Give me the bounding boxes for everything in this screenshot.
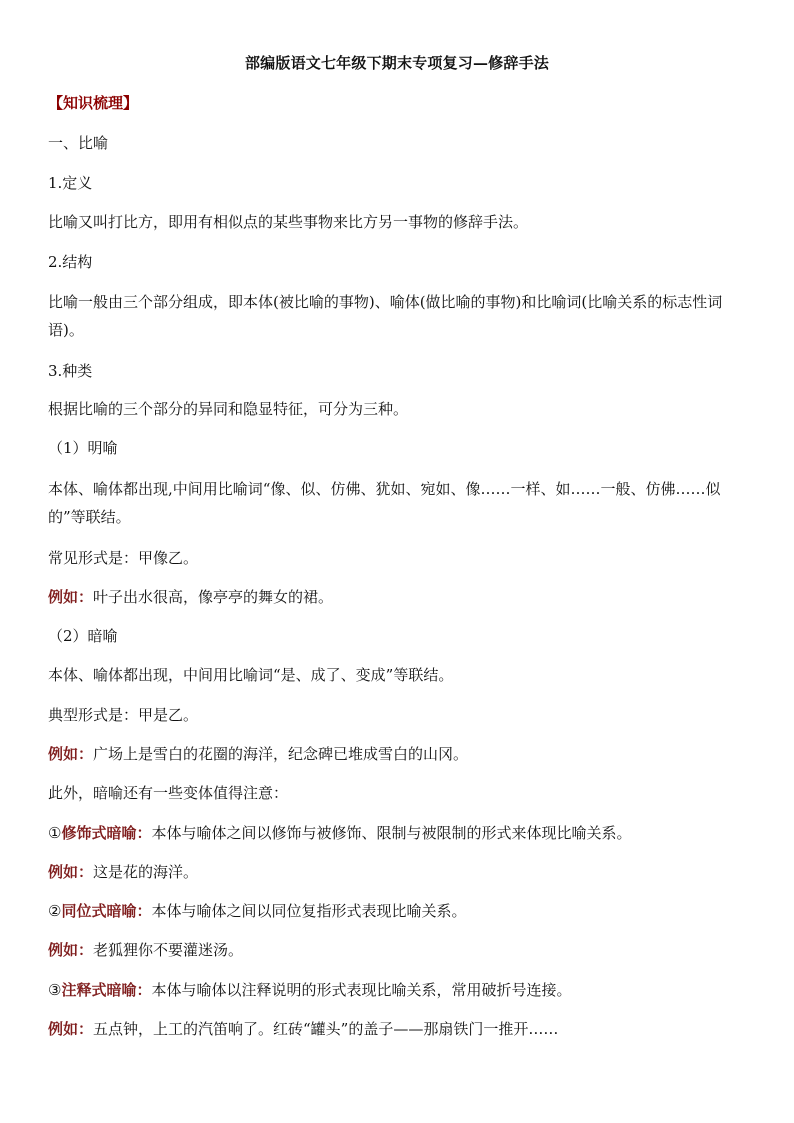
simile-form: 常见形式是：甲像乙。 (48, 549, 199, 567)
variant-number: ③ (48, 981, 62, 999)
variant-number: ② (48, 902, 62, 920)
example-text: 叶子出水很高，像亭亭的舞女的裙。 (93, 588, 334, 606)
subheading-structure: 2.结构 (48, 253, 93, 271)
variant-annotation (48, 979, 754, 1001)
variant-label: 注释式暗喻： (61, 981, 152, 999)
metaphor-text: 本体、喻体都出现，中间用比喻词“是、成了、变成”等联结。 (48, 666, 454, 684)
variant-appositive (48, 900, 754, 922)
variant-label: 修饰式暗喻： (61, 824, 152, 842)
subheading-definition: 1.定义 (48, 174, 93, 192)
example-text: 这是花的海洋。 (93, 863, 199, 881)
metaphor-form: 典型形式是：甲是乙。 (48, 706, 199, 724)
variant-text: 本体与喻体以注释说明的形式表现比喻关系，常用破折号连接。 (151, 981, 572, 999)
example-modifier (48, 861, 754, 883)
example-label: 例如： (48, 588, 94, 606)
example-annotation (48, 1018, 754, 1040)
simile-text: 本体、喻体都出现,中间用比喻词“像、似、仿佛、犹如、宛如、像……一样、如……一般、仿佛……似的”等联结。 (48, 480, 721, 526)
example-text: 广场上是雪白的花圈的海洋，纪念碑已堆成雪白的山冈。 (93, 745, 469, 763)
variant-number: ① (48, 824, 62, 842)
subheading-types: 3.种类 (48, 362, 93, 380)
example-simile (48, 586, 754, 608)
example-label: 例如： (48, 1020, 94, 1038)
page-title: 部编版语文七年级下期末专项复习—修辞手法 (244, 54, 549, 72)
example-label: 例如： (48, 863, 94, 881)
variant-modifier (48, 822, 754, 844)
variants-intro: 此外，暗喻还有一些变体值得注意： (48, 784, 289, 802)
simile-heading: （1）明喻 (48, 439, 118, 457)
metaphor-heading: （2）暗喻 (48, 627, 118, 645)
example-appositive (48, 939, 754, 961)
variant-text: 本体与喻体之间以同位复指形式表现比喻关系。 (151, 902, 467, 920)
definition-text: 比喻又叫打比方，即用有相似点的某些事物来比方另一事物的修辞手法。 (48, 213, 529, 231)
section-header: 【知识梳理】 (48, 94, 139, 112)
example-metaphor (48, 743, 754, 765)
example-label: 例如： (48, 941, 94, 959)
structure-text: 比喻一般由三个部分组成，即本体(被比喻的事物)、喻体(做比喻的事物)和比喻词(比喻关系的标志性词语)。 (48, 293, 723, 339)
types-text: 根据比喻的三个部分的异同和隐显特征，可分为三种。 (48, 400, 409, 418)
example-label: 例如： (48, 745, 94, 763)
heading-metaphor: 一、比喻 (48, 134, 109, 152)
variant-text: 本体与喻体之间以修饰与被修饰、限制与被限制的形式来体现比喻关系。 (151, 824, 632, 842)
example-text: 五点钟，上工的汽笛响了。红砖“罐头”的盖子——那扇铁门一推开…… (93, 1020, 559, 1038)
variant-label: 同位式暗喻： (61, 902, 152, 920)
example-text: 老狐狸你不要灌迷汤。 (93, 941, 244, 959)
